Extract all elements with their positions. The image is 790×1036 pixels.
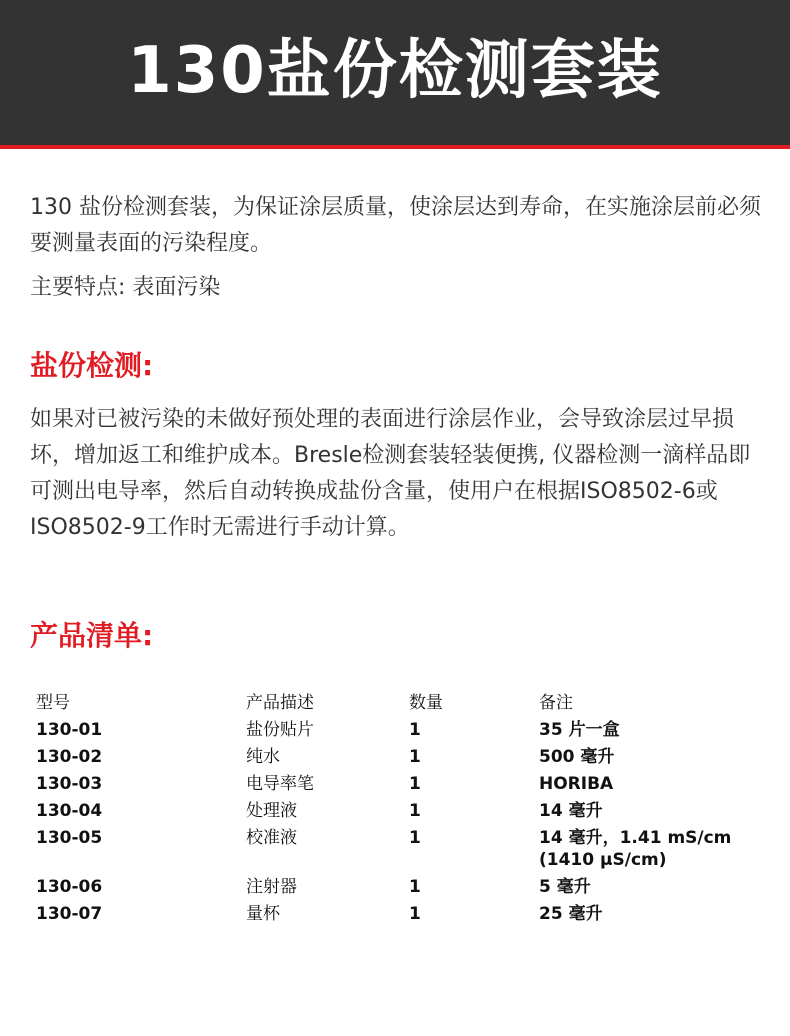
- intro-text: 130 盐份检测套装，为保证涂层质量，使涂层达到寿命，在实施涂层前必须要测量表面的污染程度。: [30, 195, 761, 256]
- table-row: [36, 719, 756, 741]
- cell-remarks: 500 毫升: [539, 747, 615, 767]
- cell-quantity: 1: [409, 904, 421, 924]
- table-header-row: [36, 692, 756, 714]
- header-remarks: 备注: [539, 693, 573, 713]
- cell-model: 130-01: [36, 720, 103, 740]
- cell-remarks: 14 毫升，1.41 mS/cm (1410 μS/cm): [539, 828, 732, 870]
- table-row: [36, 903, 756, 925]
- cell-remarks: 14 毫升: [539, 801, 603, 821]
- cell-remarks: HORIBA: [539, 774, 614, 794]
- feature-text: 主要特点: 表面污染: [30, 275, 221, 300]
- cell-description: 电导率笔: [246, 774, 314, 794]
- cell-description: 盐份贴片: [246, 720, 314, 740]
- cell-description: 处理液: [246, 801, 297, 821]
- header-quantity: 数量: [409, 693, 443, 713]
- cell-remarks: 35 片一盒: [539, 720, 620, 740]
- cell-quantity: 1: [409, 877, 421, 897]
- table-row: [36, 876, 756, 898]
- cell-quantity: 1: [409, 801, 421, 821]
- header-banner: [0, 0, 790, 149]
- cell-model: 130-05: [36, 828, 103, 848]
- cell-model: 130-02: [36, 747, 103, 767]
- cell-model: 130-06: [36, 877, 103, 897]
- section-title-salt-detection: 盐份检测:: [30, 349, 154, 382]
- cell-description: 校准液: [246, 828, 297, 848]
- cell-quantity: 1: [409, 747, 421, 767]
- intro-section: [30, 190, 765, 306]
- table-row: [36, 773, 756, 795]
- cell-description: 量杯: [246, 904, 280, 924]
- cell-model: 130-04: [36, 801, 103, 821]
- cell-remarks: 5 毫升: [539, 877, 591, 897]
- salt-detection-description: 如果对已被污染的未做好预处理的表面进行涂层作业，会导致涂层过早损坏，增加返工和维护成本。Bresle检测套装轻装便携, 仪器检测一滴样品即可测出电导率，然后自动转换成盐份含量，使用户在根据ISO8502-6或ISO8502-9工作时无需进行手动计算。: [30, 407, 751, 540]
- cell-quantity: 1: [409, 720, 421, 740]
- cell-model: 130-03: [36, 774, 103, 794]
- table-row: [36, 827, 756, 871]
- page-title: 130盐份检测套装: [127, 33, 663, 108]
- cell-quantity: 1: [409, 828, 421, 848]
- table-row: [36, 746, 756, 768]
- product-table: [36, 692, 756, 930]
- cell-description: 注射器: [246, 877, 297, 897]
- cell-quantity: 1: [409, 774, 421, 794]
- cell-description: 纯水: [246, 747, 280, 767]
- table-row: [36, 800, 756, 822]
- cell-remarks: 25 毫升: [539, 904, 603, 924]
- header-description: 产品描述: [246, 693, 314, 713]
- cell-model: 130-07: [36, 904, 103, 924]
- header-model: 型号: [36, 693, 70, 713]
- section-title-product-list: 产品清单:: [30, 619, 154, 652]
